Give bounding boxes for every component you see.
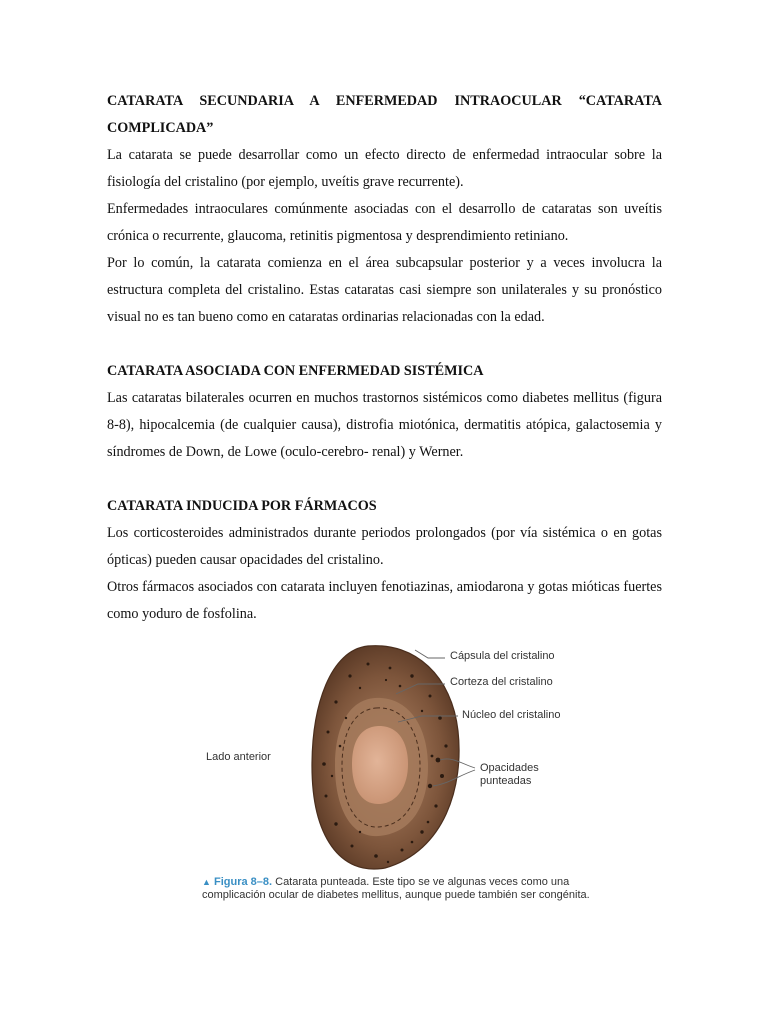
label-capsule: Cápsula del cristalino [450, 650, 555, 662]
document-body [107, 88, 662, 628]
triangle-icon: ▲ [202, 877, 211, 887]
paragraph: Por lo común, la catarata comienza en el área subcapsular posterior y a veces involucra la estructura completa del cristalino. Estas cataratas casi siempre son unilaterales y su pronóstico visual no es tan bueno como en cataratas ordinarias relacionadas con la edad. [107, 255, 662, 325]
label-cortex: Corteza del cristalino [450, 676, 553, 688]
paragraph: Enfermedades intraoculares comúnmente asociadas con el desarrollo de cataratas son uveítis crónica o recurrente, glaucoma, retinitis pigmentosa y desprendimiento retiniano. [107, 201, 662, 244]
figure-number: Figura 8–8. [213, 876, 273, 888]
label-opacities-2: punteadas [480, 775, 532, 787]
section-heading-sistemica: CATARATA ASOCIADA CON ENFERMEDAD SISTÉMICA [107, 363, 484, 379]
label-anterior-side: Lado anterior [206, 751, 271, 763]
label-nucleus: Núcleo del cristalino [462, 709, 561, 721]
section-heading-complicada: CATARATA SECUNDARIA A ENFERMEDAD INTRAOCULAR “CATARATA COMPLICADA” [107, 93, 662, 136]
paragraph: La catarata se puede desarrollar como un efecto directo de enfermedad intraocular sobre la fisiología del cristalino (por ejemplo, uveítis grave recurrente). [107, 147, 662, 190]
paragraph: Los corticosteroides administrados durante periodos prolongados (por vía sistémica o en gotas ópticas) pueden causar opacidades del cristalino. [107, 525, 662, 568]
lens-cataract-figure [190, 636, 610, 936]
paragraph: Otros fármacos asociados con catarata incluyen fenotiazinas, amiodarona y gotas mióticas fuertes como yoduro de fosfolina. [107, 579, 662, 622]
paragraph: Las cataratas bilaterales ocurren en muchos trastornos sistémicos como diabetes mellitus (figura 8-8), hipocalcemia (de cualquier causa), distrofia miotónica, dermatitis atópica, galactosemia y síndromes de Down, de Lowe (oculo-cerebro- renal) y Werner. [107, 390, 662, 460]
figure-caption [202, 876, 602, 902]
lens-nucleus [352, 726, 408, 804]
label-opacities: Opacidades [480, 762, 539, 774]
caption-text: Catarata punteada. Este tipo se ve algunas veces como una complicación ocular de diabetes mellitus, aunque puede también ser congénita. [202, 876, 590, 901]
section-heading-farmacos: CATARATA INDUCIDA POR FÁRMACOS [107, 498, 377, 514]
